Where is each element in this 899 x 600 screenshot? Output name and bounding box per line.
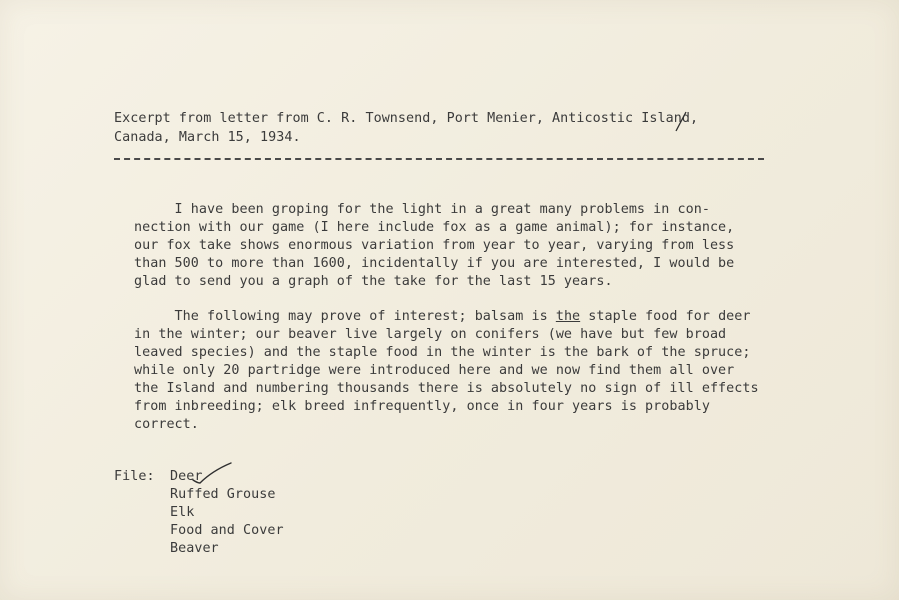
paragraph-2-line-4: while only 20 partridge were introduced here and we now find them all over <box>134 363 735 378</box>
paragraph-1-line-2: nection with our game (I here include fox as a game animal); for instance, <box>134 220 735 235</box>
separator-rule <box>114 158 764 160</box>
paragraph-2-line-2: in the winter; our beaver live largely on conifers (we have but few broad <box>134 327 727 342</box>
paragraph-2-line-6: from inbreeding; elk breed infrequently, once in four years is probably <box>134 399 710 414</box>
paragraph-1-line-4: than 500 to more than 1600, incidentally if you are interested, I would be <box>134 256 735 271</box>
paragraph-2-line-1-end: staple food for deer <box>580 309 751 324</box>
underlined-word: the <box>555 309 581 324</box>
paragraph-1-line-1: I have been groping for the light in a great many problems in con- <box>134 202 710 217</box>
paragraph-2-line-3: leaved species) and the staple food in the winter is the bark of the spruce; <box>134 345 751 360</box>
file-item-ruffed-grouse: Ruffed Grouse <box>170 487 276 502</box>
file-item-elk: Elk <box>170 505 195 520</box>
file-item-food-and-cover: Food and Cover <box>170 523 284 538</box>
paragraph-2-line-1-start: The following may prove of interest; balsam is <box>134 309 556 324</box>
heading-line-1: Excerpt from letter from C. R. Townsend, Port Menier, Anticostic Island, <box>114 111 699 126</box>
file-label: File: <box>114 469 155 484</box>
paragraph-2-line-7: correct. <box>134 417 199 432</box>
paragraph-1-line-3: our fox take shows enormous variation from year to year, varying from less <box>134 238 735 253</box>
paragraph-2-line-1 <box>134 308 751 326</box>
file-item-deer: Deer <box>170 469 203 484</box>
paragraph-2-line-5: the Island and numbering thousands there is absolutely no sign of ill effects <box>134 381 759 396</box>
paragraph-1-line-5: glad to send you a graph of the take for the last 15 years. <box>134 274 613 289</box>
file-item-beaver: Beaver <box>170 541 219 556</box>
check-mark-icon <box>188 462 234 486</box>
heading-line-2: Canada, March 15, 1934. <box>114 130 301 145</box>
pen-slash-mark <box>672 110 690 134</box>
